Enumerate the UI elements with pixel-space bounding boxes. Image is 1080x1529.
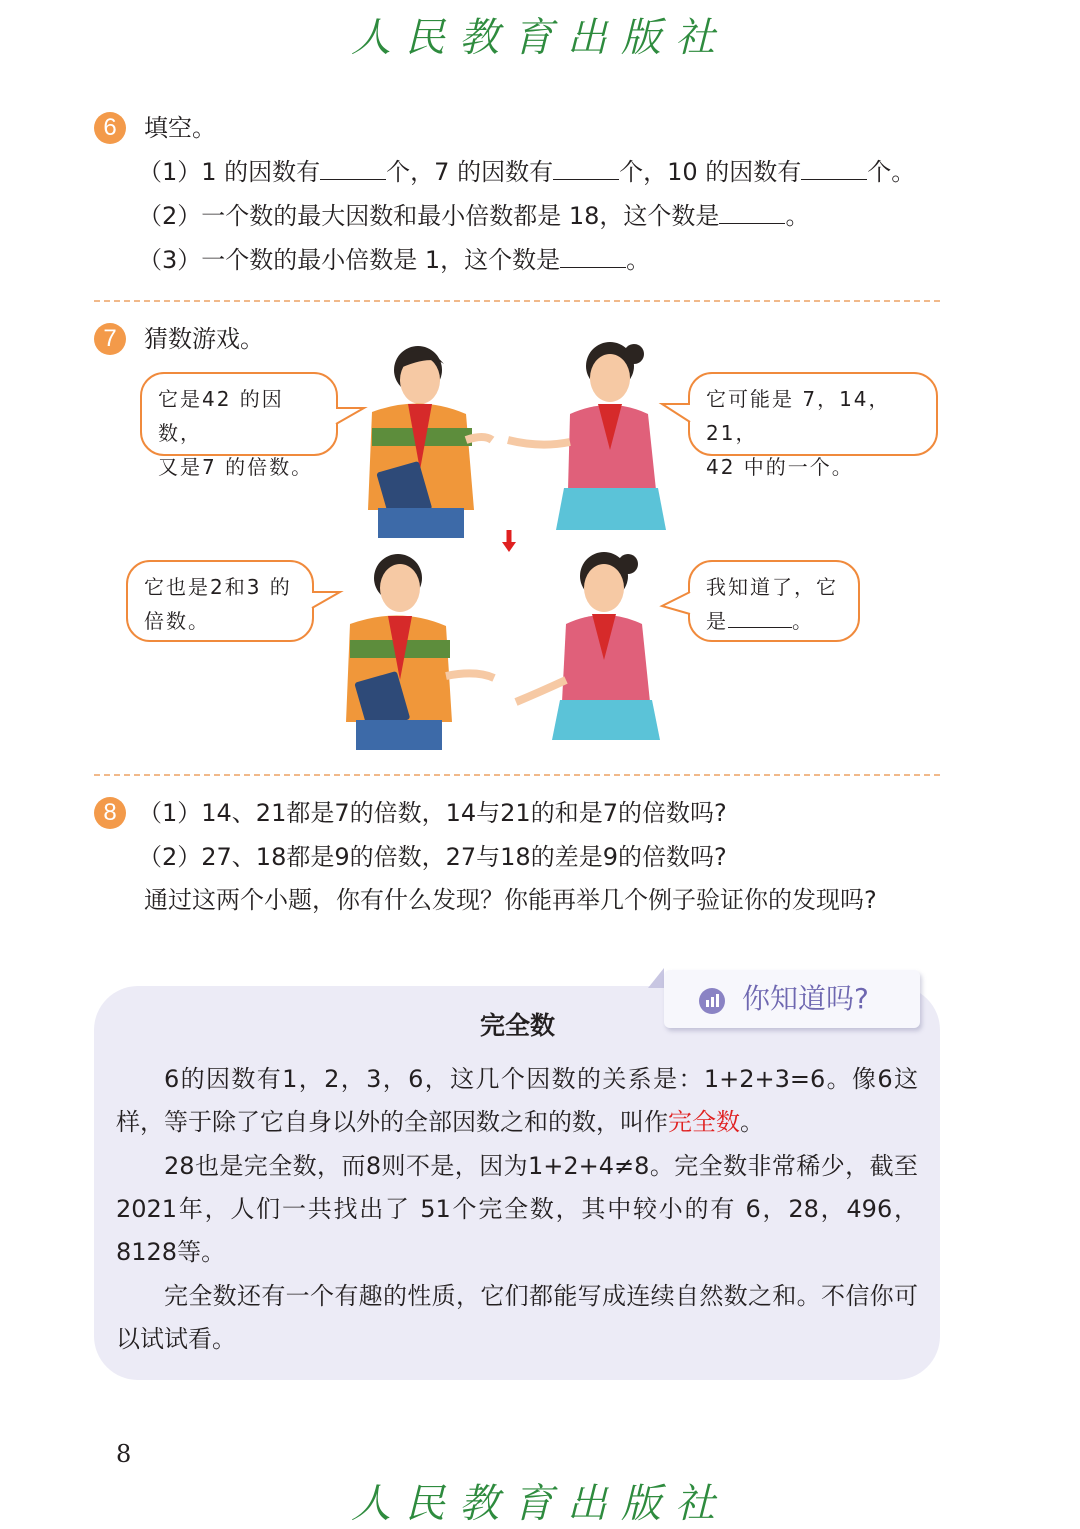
question-8-badge: 8 — [94, 797, 126, 829]
info-text: 。 — [740, 1108, 764, 1136]
question-6-line-3 — [138, 245, 650, 275]
q6-text: 个，10 的因数有 — [619, 158, 802, 186]
info-paragraph-2: 28也是完全数，而8则不是，因为1+2+4≠8。完全数非常稀少，截至 2021年，人们一共找出了 51个完全数，其中较小的有 6，28，496，8128等。 — [116, 1152, 918, 1266]
girl-figure — [508, 342, 666, 530]
girl-figure — [516, 552, 660, 740]
page-number: 8 — [116, 1440, 132, 1468]
q6-text: 。 — [785, 202, 810, 230]
answer-blank[interactable] — [560, 245, 626, 268]
bubble-line: 我知道了，它 — [706, 575, 838, 599]
question-6-title: 填空。 — [144, 114, 216, 142]
highlight-term: 完全数 — [668, 1108, 740, 1136]
section-divider — [94, 300, 940, 302]
question-7-badge: 7 — [94, 323, 126, 355]
bubble-line: 它是42 的因数， — [158, 387, 284, 445]
q6-text: （1）1 的因数有 — [138, 158, 321, 186]
question-8-line-2: （2）27、18都是9的倍数，27与18的差是9的倍数吗? — [138, 843, 727, 871]
q6-text: 个。 — [867, 158, 916, 186]
chart-icon — [698, 987, 726, 1015]
down-arrow-icon — [502, 542, 516, 552]
boy-figure — [346, 554, 494, 750]
bubble-line: 42 中的一个。 — [706, 455, 854, 479]
q6-text: 个，7 的因数有 — [386, 158, 554, 186]
question-6-line-2 — [138, 201, 809, 231]
q6-text: （3）一个数的最小倍数是 1，这个数是 — [138, 246, 561, 274]
publisher-header: 人民教育出版社 — [351, 15, 729, 61]
info-text: 6的因数有1，2，3，6，这几个因数的关系是：1+2+3=6。像6这样，等于除了它自身以外的全部因数之和的数，叫作 — [116, 1065, 918, 1136]
boy-figure — [368, 346, 492, 538]
q6-text: 。 — [626, 246, 651, 274]
question-8-line-3: 通过这两个小题，你有什么发现？你能再举几个例子验证你的发现吗? — [144, 886, 877, 914]
question-7-title: 猜数游戏。 — [144, 325, 264, 353]
section-divider — [94, 774, 940, 776]
question-8-line-1: （1）14、21都是7的倍数，14与21的和是7的倍数吗? — [138, 799, 727, 827]
answer-blank[interactable] — [801, 157, 867, 180]
publisher-footer: 人民教育出版社 — [351, 1481, 729, 1527]
answer-blank[interactable] — [320, 157, 386, 180]
guessing-game-illustration — [0, 330, 1080, 770]
question-6-line-1 — [138, 157, 915, 187]
bubble-line: 它可能是 7，14，21， — [706, 387, 891, 445]
bubble-line: 它也是2和3 的 — [144, 575, 292, 599]
info-paragraph-1 — [116, 1058, 918, 1144]
bubble-line: 倍数。 — [144, 609, 210, 633]
bubble-line: 是 。 — [706, 609, 814, 633]
q6-text: （2）一个数的最大因数和最小倍数都是 18，这个数是 — [138, 202, 720, 230]
answer-blank[interactable] — [719, 201, 785, 224]
did-you-know-tab — [664, 970, 920, 1028]
info-paragraph-3: 完全数还有一个有趣的性质，它们都能写成连续自然数之和。不信你可以试试看。 — [116, 1282, 918, 1353]
question-6-badge: 6 — [94, 112, 126, 144]
info-title: 完全数 — [480, 1011, 556, 1040]
bubble-line: 又是7 的倍数。 — [158, 455, 314, 479]
answer-blank[interactable] — [553, 157, 619, 180]
did-you-know-label: 你知道吗? — [742, 982, 869, 1015]
